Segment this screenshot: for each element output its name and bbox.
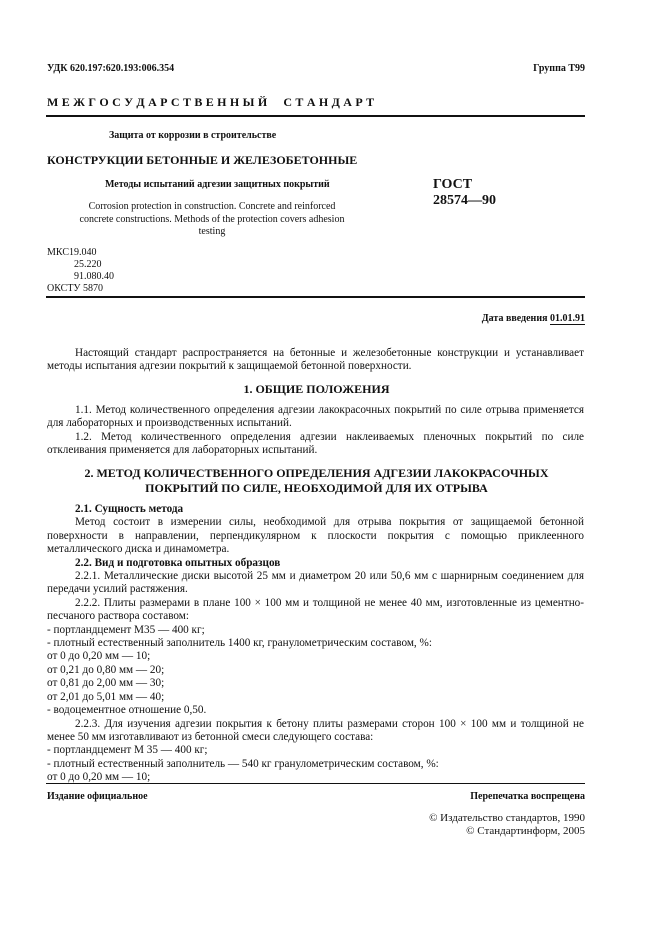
section2-title: [47, 466, 586, 496]
reprint-notice: Перепечатка воспрещена: [470, 791, 585, 802]
list-item: от 0 до 0,20 мм — 10;: [47, 650, 151, 663]
subtitle: Методы испытаний адгезии защитных покрытий: [105, 179, 330, 190]
copyright-publisher: © Издательство стандартов, 1990: [429, 812, 585, 824]
paragraph-2-2-1: 2.2.1. Металлические диски высотой 25 мм и диаметром 20 или 50,6 мм с шарнирным соединением для передачи усилий растяжения.: [47, 570, 584, 596]
english-title-line: Corrosion protection in construction. Concrete and reinforced: [88, 201, 336, 212]
english-title-line: concrete constructions. Methods of the protection covers adhesion: [79, 213, 345, 225]
paragraph-1-2: 1.2. Метод количественного определения адгезии наклеиваемых пленочных покрытий по силе отклеивания применяется для лабораторных испытаний.: [47, 430, 584, 457]
udk-code: УДК 620.197:620.193:006.354: [47, 63, 175, 74]
paragraph-1-1: 1.1. Метод количественного определения адгезии лакокрасочных покрытий по силе отрыва применяется для лабораторных и производственных испытаний.: [47, 404, 584, 430]
intro-paragraph: [47, 347, 584, 374]
section1-title: 1. ОБЩИЕ ПОЛОЖЕНИЯ: [243, 382, 390, 396]
list-item: - плотный естественный заполнитель — 540 кг гранулометрическим составом, %:: [47, 757, 439, 770]
list-item: - портландцемент М35 — 400 кг;: [47, 623, 205, 636]
okstu-code: ОКСТУ 5870: [47, 283, 104, 294]
introduction-date-value: 01.01.91: [550, 313, 585, 324]
list-item: - водоцементное отношение 0,50.: [47, 704, 207, 717]
gost-label: ГОСТ: [433, 177, 473, 192]
title-rule: [46, 296, 585, 298]
section1-paragraphs: [47, 404, 584, 458]
list-item: от 0 до 0,20 мм — 10;: [47, 771, 151, 784]
list-item: - плотный естественный заполнитель 1400 кг, гранулометрическим составом, %:: [47, 637, 432, 650]
composition-list-1: [47, 624, 584, 718]
subsection-2-1-text: Метод состоит в измерении силы, необходимой для отрыва покрытия от защищаемой бетонной поверхности в направлении, перпендикулярном к плоскости покрытия с помощью приклеенного металлического диска и динамометра.: [47, 516, 584, 556]
standard-type-heading: М Е Ж Г О С У Д А Р С Т В Е Н Н Ы Й С Т А Н Д А Р Т: [47, 95, 375, 109]
mks-code: 91.080.40: [74, 271, 114, 282]
mks-label: МКС: [47, 247, 69, 258]
english-title: [47, 201, 377, 239]
group-code: Группа Т99: [533, 63, 585, 74]
mks-code: 19.040: [68, 247, 97, 258]
official-edition: Издание официальное: [47, 791, 148, 802]
introduction-date: [482, 313, 585, 324]
classification-codes: [47, 247, 114, 295]
intro-text: Настоящий стандарт распространяется на бетонные и железобетонные конструкции и устанавливает методы испытания адгезии покрытий к защищаемой бетонной поверхности.: [47, 347, 584, 373]
footer-rule: [46, 783, 585, 784]
section2-body: [47, 503, 584, 785]
paragraph-2-2-3: 2.2.3. Для изучения адгезии покрытия к бетону плиты размерами сторон 100 × 100 мм и толщиной не менее 50 мм изготавливают из бетонной смеси следующего состава:: [47, 717, 584, 743]
copyright-standartinform: © Стандартинформ, 2005: [466, 825, 585, 837]
section2-title-line: ПОКРЫТИЙ ПО СИЛЕ, НЕОБХОДИМОЙ ДЛЯ ИХ ОТРЫВА: [145, 481, 488, 495]
introduction-date-label: Дата введения: [481, 313, 548, 324]
composition-list-2: [47, 744, 584, 784]
list-item: от 0,21 до 0,80 мм — 20;: [47, 663, 165, 676]
list-item: от 0,81 до 2,00 мм — 30;: [47, 677, 165, 690]
subsection-2-1-title: 2.1. Сущность метода: [75, 503, 184, 515]
gost-number: 28574—90: [433, 193, 496, 208]
list-item: - портландцемент М 35 — 400 кг;: [47, 744, 208, 757]
paragraph-2-2-2: 2.2.2. Плиты размерами в плане 100 × 100 мм и толщиной не менее 40 мм, изготовленные из цементно-песчаного раствора составом:: [47, 596, 584, 623]
mks-code: 25.220: [74, 259, 102, 270]
main-title: КОНСТРУКЦИИ БЕТОННЫЕ И ЖЕЛЕЗОБЕТОННЫЕ: [47, 153, 358, 167]
english-title-line: testing: [198, 226, 226, 237]
section2-title-line: 2. МЕТОД КОЛИЧЕСТВЕННОГО ОПРЕДЕЛЕНИЯ АДГЕЗИИ ЛАКОКРАСОЧНЫХ: [84, 466, 549, 480]
subsection-2-2-title: 2.2. Вид и подготовка опытных образцов: [75, 556, 281, 569]
list-item: от 2,01 до 5,01 мм — 40;: [47, 690, 165, 703]
subject-line: Защита от коррозии в строительстве: [109, 130, 277, 141]
header-rule: [46, 115, 585, 117]
